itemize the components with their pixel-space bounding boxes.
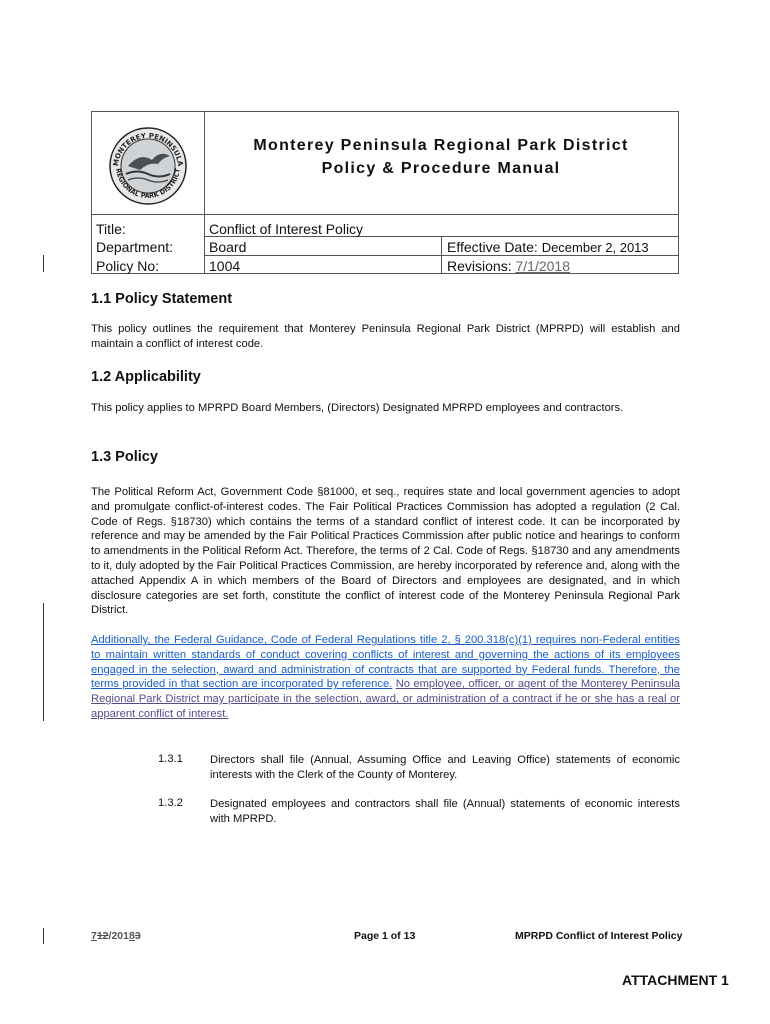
change-bar: [43, 928, 44, 944]
section-heading: 1.1 Policy Statement: [91, 291, 233, 307]
item-text: Designated employees and contractors shall file (Annual) statements of economic interests with MPRPD.: [210, 798, 680, 825]
inserted-federal-guidance: Additionally, the Federal Guidance, Code of Federal Regulations title 2, § 200.318(c)(1) requires non-Federal entities to maintain written standards of conduct covering conflicts of interest and governing the actions of its employees engaged in the selection, award and administration of contracts that are supported by Federal funds. Therefore, the terms provided in that section are incorporated by reference.: [91, 634, 680, 691]
footer-date-old: 12: [96, 930, 109, 942]
change-bar: [43, 603, 44, 721]
item-number: 1.3.2: [158, 797, 183, 809]
department-label: Department:: [96, 239, 174, 255]
footer-date: [91, 930, 141, 942]
section-text: This policy outlines the requirement that Monterey Peninsula Regional Park District (MPRPD) will establish and maintain a conflict of interest code.: [91, 323, 680, 350]
item-text: Directors shall file (Annual, Assuming Office and Leaving Office) statements of economic interests with the Clerk of the County of Monterey.: [210, 754, 680, 781]
divider: [204, 213, 205, 274]
divider: [92, 214, 678, 215]
svg-text:REGIONAL PARK DISTRICT: REGIONAL PARK DISTRICT: [114, 167, 182, 201]
svg-text:MONTEREY PENINSULA: MONTEREY PENINSULA: [111, 131, 185, 167]
department-value: Board: [209, 239, 247, 255]
effective-label: Effective Date:: [447, 239, 538, 255]
footer-date-new: 7: [91, 930, 97, 942]
section-heading: 1.3 Policy: [91, 449, 158, 465]
effective-date: [447, 238, 649, 257]
district-seal-logo: [92, 112, 204, 214]
org-title: Monterey Peninsula Regional Park District: [253, 137, 629, 154]
title-cell: [204, 112, 678, 214]
footer-date-sep: /201: [108, 930, 129, 942]
section-added-text: [91, 633, 680, 722]
footer-year-new: 8: [128, 930, 135, 942]
footer-year-old: 3: [134, 930, 141, 942]
revisions-label: Revisions:: [447, 258, 512, 274]
revisions: [447, 257, 570, 275]
section-heading: 1.2 Applicability: [91, 369, 201, 385]
attachment-label: ATTACHMENT 1: [622, 972, 729, 988]
manual-title: Policy & Procedure Manual: [321, 160, 561, 177]
section-text: The Political Reform Act, Government Code §81000, et seq., requires state and local government agencies to adopt and promulgate conflict-of-interest codes. The Fair Political Practices Commission has adopted a regulation (2 Cal. Code of Regs. §18730) which contains the terms of a standard conflict of interest code. It can be incorporated by reference and may be amended by the Fair Political Practices Commission after public notice and hearings to conform to amendments in the Political Reform Act. Therefore, the terms of 2 Cal. Code of Regs. §18730 and any amendments to it, duly adopted by the Fair Political Practices Commission, are hereby incorporated by reference and, along with the attached Appendix A in which members of the Board of Directors and employees are designated, and in which disclosure categories are set forth, constitute the conflict of interest code of the Monterey Peninsula Regional Park District.: [91, 486, 680, 617]
inserted-no-employee: No employee, officer, or agent of the Monterey Peninsula Regional Park District may participate in the selection, award, or administration of a contract if he or she has a real or apparent conflict of interest.: [91, 678, 680, 720]
policy-label: Policy No:: [96, 258, 160, 274]
section-text: This policy applies to MPRPD Board Members, (Directors) Designated MPRPD employees and contractors.: [91, 402, 624, 414]
footer-page: Page 1 of 13: [354, 930, 416, 942]
title-label: Title:: [96, 221, 126, 237]
effective-value: December 2, 2013: [541, 240, 649, 255]
title-value: Conflict of Interest Policy: [209, 221, 364, 237]
change-bar: [43, 255, 44, 272]
policy-value: 1004: [209, 258, 241, 274]
footer-doc-title: MPRPD Conflict of Interest Policy: [515, 930, 683, 942]
item-number: 1.3.1: [158, 753, 183, 765]
logo-cell: [92, 112, 205, 214]
revisions-value: 7/1/2018: [515, 258, 570, 274]
